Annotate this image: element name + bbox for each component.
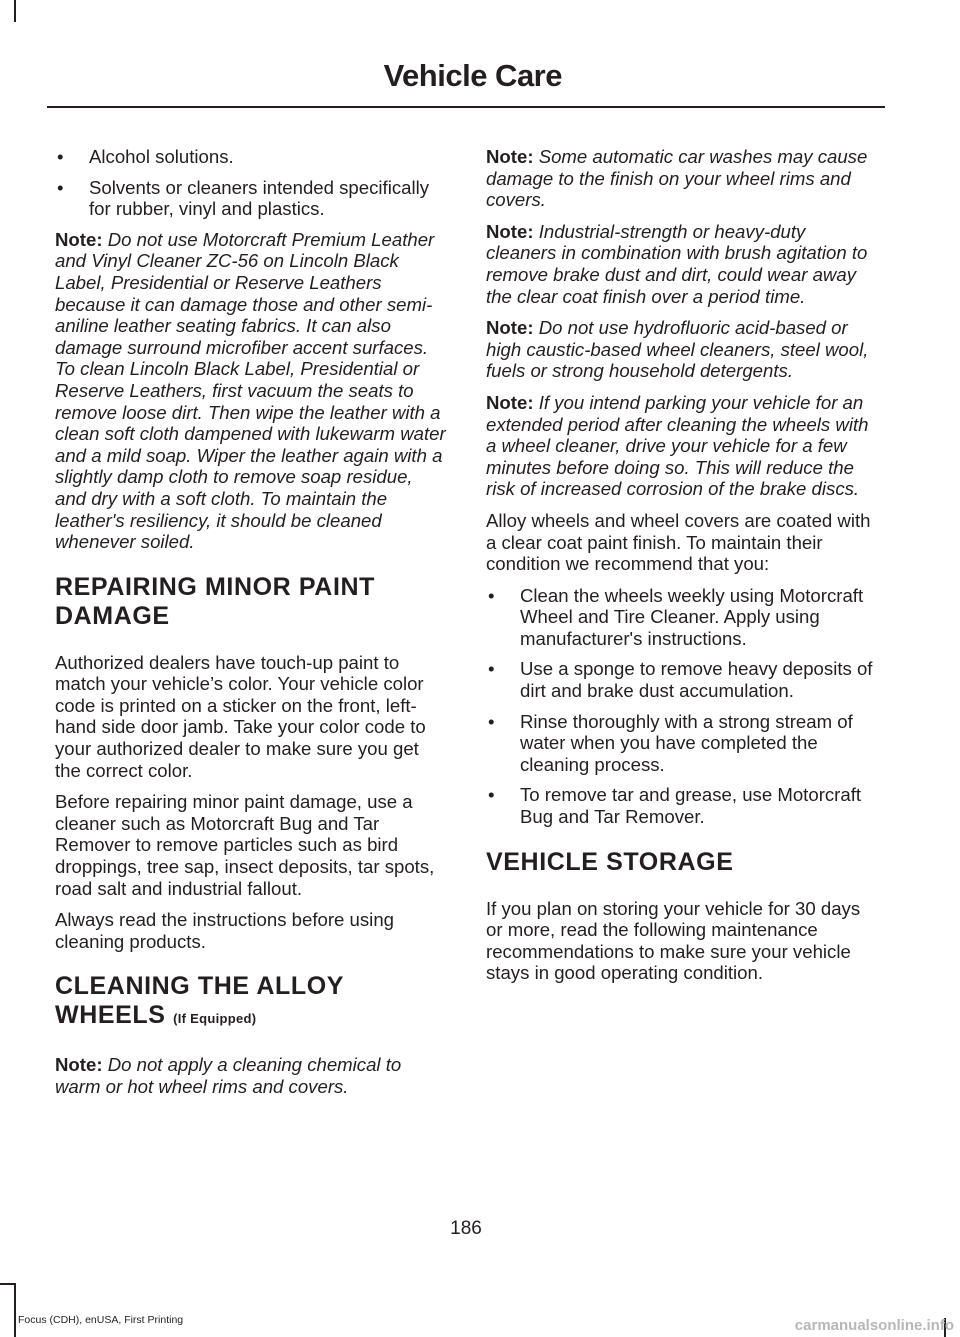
list-item: • Use a sponge to remove heavy deposits of dirt and brake dust accumulation. xyxy=(488,658,873,702)
edition-footer: Focus (CDH), enUSA, First Printing xyxy=(18,1314,184,1326)
list-item: • To remove tar and grease, use Motorcraft Bug and Tar Remover. xyxy=(488,784,862,828)
list-item: • Clean the wheels weekly using Motorcraft Wheel and Tire Cleaner. Apply using manufacturer's instructions. xyxy=(488,584,864,649)
bullet-glyph: • xyxy=(488,584,495,606)
note-label: Note: xyxy=(486,317,534,339)
bullet-glyph: • xyxy=(488,658,495,680)
header-rule xyxy=(47,106,885,108)
wheel-chemical-note: Note: Do not apply a cleaning chemical to warm or hot wheel rims and covers. xyxy=(55,1054,402,1097)
paragraph: Before repairing minor paint damage, use a cleaner such as Motorcraft Bug and Tar Remover to remove particles such as bird droppings, tree sap, insect deposits, tar spots, road salt and industrial fallout. xyxy=(55,791,435,899)
note-label: Note: xyxy=(486,391,534,413)
page-number: 186 xyxy=(450,1218,482,1239)
paragraph: If you plan on storing your vehicle for 30 days or more, read the following maintenance recommendations to make sure your vehicle stays in good operating condition. xyxy=(486,897,861,984)
crop-mark-bottom-left-v xyxy=(14,1283,16,1337)
crop-mark-top-left xyxy=(14,0,16,22)
paragraph: Always read the instructions before using cleaning products. xyxy=(55,909,394,952)
note-label: Note: xyxy=(55,1054,103,1076)
car-wash-note: Note: Some automatic car washes may cause damage to the finish on your wheel rims and covers. xyxy=(486,146,868,211)
wheel-care-list xyxy=(486,585,878,828)
right-column xyxy=(486,146,878,994)
bullet-glyph: • xyxy=(488,784,495,806)
paragraph: Alloy wheels and wheel covers are coated with a clear coat paint finish. To maintain their condition we recommend that you: xyxy=(486,509,871,575)
section-heading-storage: VEHICLE STORAGE xyxy=(486,847,734,876)
crop-mark-bottom-left-h xyxy=(0,1283,16,1285)
note-label: Note: xyxy=(486,146,534,167)
running-head-title: Vehicle Care xyxy=(383,58,562,93)
heavy-duty-cleaner-note: Note: Industrial-strength or heavy-duty cleaners in combination with brush agitation to remove brake dust and dirt, could wear away the clear coat finish over a period time. xyxy=(486,220,868,307)
section-heading-wheels: CLEANING THE ALLOY WHEELS (If Equipped) xyxy=(55,972,345,1030)
bullet-glyph: • xyxy=(488,710,495,732)
watermark: carmanualsonline.info xyxy=(794,1317,954,1334)
list-item: • Rinse thoroughly with a strong stream of water when you have completed the cleaning process. xyxy=(488,710,853,775)
parking-note: Note: If you intend parking your vehicle for an extended period after cleaning the wheels with a wheel cleaner, drive your vehicle for a few minutes before doing so. This will reduce the risk of increased corrosion of the brake discs. xyxy=(486,391,869,500)
if-equipped-qualifier: (If Equipped) xyxy=(173,1011,257,1027)
note-label: Note: xyxy=(55,228,103,250)
section-heading-paint: REPAIRING MINOR PAINT DAMAGE xyxy=(55,572,376,630)
leather-cleaner-note: Note: Do not use Motorcraft Premium Leather and Vinyl Cleaner ZC-56 on Lincoln Black Label, Presidential or Reserve Leathers because it can damage those and other semi-aniline leather seating fabrics. It can also damage surround microfiber accent surfaces. To clean Lincoln Black Label, Presidential or Reserve Leathers, first vacuum the seats to remove loose dirt. Then wipe the leather with a clean soft cloth dampened with lukewarm water and a mild soap. Wiper the leather again with a slightly damp cloth to remove soap residue, and dry with a soft cloth. To maintain the leather's resiliency, it should be cleaned whenever soiled. xyxy=(55,228,446,553)
paragraph: Authorized dealers have touch-up paint to match your vehicle’s color. Your vehicle color code is printed on a sticker on the front, left-hand side door jamb. Take your color code to your authorized dealer to make sure you get the correct color. xyxy=(55,651,426,781)
note-label: Note: xyxy=(486,220,534,242)
solvent-list xyxy=(55,146,447,220)
left-column xyxy=(55,146,447,1108)
bullet-glyph: • xyxy=(57,176,64,198)
bullet-glyph: • xyxy=(57,146,64,167)
acid-cleaner-note: Note: Do not use hydrofluoric acid-based or high caustic-based wheel cleaners, steel wool, fuels or strong household detergents. xyxy=(486,317,869,382)
list-item: • Alcohol solutions. xyxy=(57,146,234,167)
list-item: • Solvents or cleaners intended specifically for rubber, vinyl and plastics. xyxy=(57,176,430,220)
